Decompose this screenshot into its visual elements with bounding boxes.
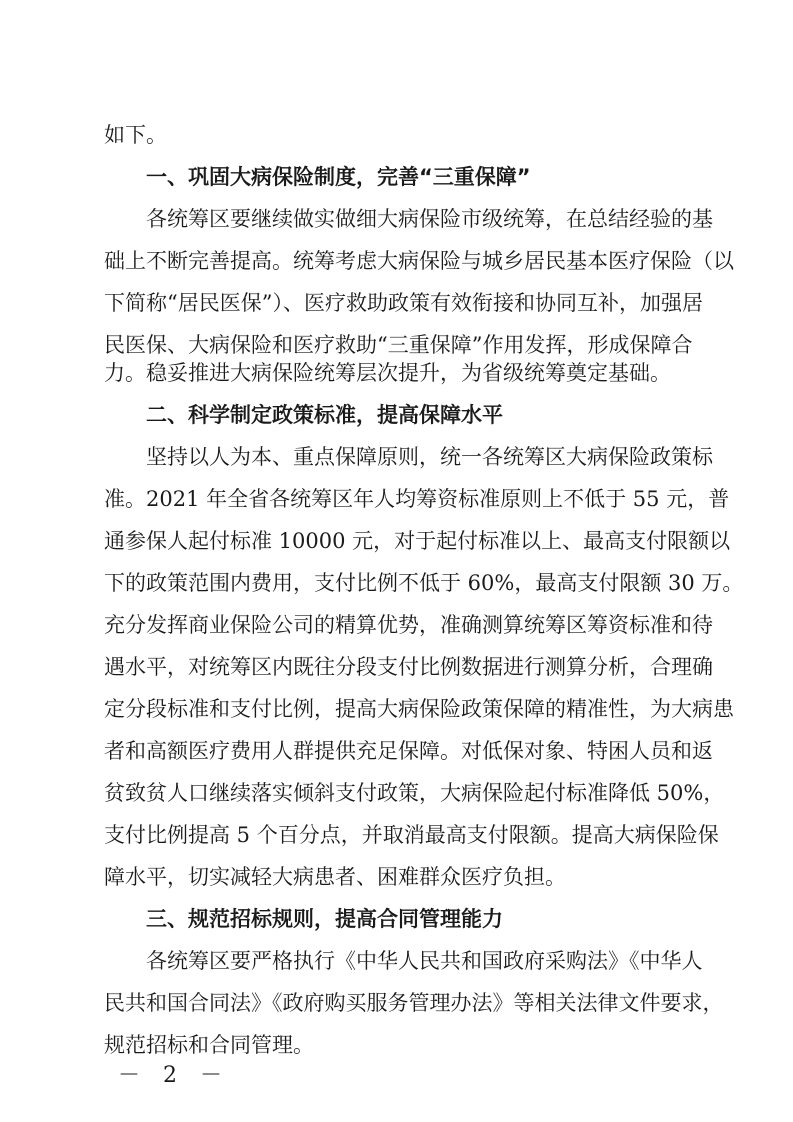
text-line: 准。2021 年全省各统筹区年人均筹资标准原则上不低于 55 元，普: [104, 487, 730, 511]
text-line: 下简称“居民医保”）、医疗救助政策有效衔接和协同互补，加强居: [104, 291, 703, 315]
text-line: 规范招标和合同管理。: [104, 1033, 314, 1057]
text-line: 民共和国合同法》《政府购买服务管理办法》等相关法律文件要求，: [104, 991, 724, 1015]
text-line: 各统筹区要严格执行《中华人民共和国政府采购法》《中华人: [146, 949, 703, 973]
page-number: － 2 －: [118, 1063, 230, 1088]
text-line: 各统筹区要继续做实做细大病保险市级统筹，在总结经验的基: [146, 207, 713, 231]
text-line: 遇水平，对统筹区内既往分段支付比例数据进行测算分析，合理确: [104, 655, 713, 679]
text-line: 定分段标准和支付比例，提高大病保险政策保障的精准性，为大病患: [104, 697, 734, 721]
text-line: 力。稳妥推进大病保险统筹层次提升，为省级统筹奠定基础。: [104, 361, 671, 385]
text-line: 贫致贫人口继续落实倾斜支付政策，大病保险起付标准降低 50%，: [104, 781, 725, 805]
section-heading-3: 三、规范招标规则，提高合同管理能力: [146, 907, 503, 931]
text-line: 支付比例提高 5 个百分点，并取消最高支付限额。提高大病保险保: [104, 823, 719, 847]
text-line: 者和高额医疗费用人群提供充足保障。对低保对象、特困人员和返: [104, 739, 713, 763]
section-heading-2: 二、科学制定政策标准，提高保障水平: [146, 403, 503, 427]
text-line: 充分发挥商业保险公司的精算优势，准确测算统筹区筹资标准和待: [104, 613, 713, 637]
text-line: 础上不断完善提高。统筹考虑大病保险与城乡居民基本医疗保险（以: [104, 249, 734, 273]
text-line: 如下。: [104, 123, 167, 147]
text-line: 障水平，切实减轻大病患者、困难群众医疗负担。: [104, 865, 566, 889]
text-line: 民医保、大病保险和医疗救助“三重保障”作用发挥，形成保障合: [104, 333, 693, 357]
text-line: 通参保人起付标准 10000 元，对于起付标准以上、最高支付限额以: [104, 529, 731, 553]
section-heading-1: 一、巩固大病保险制度，完善“三重保障”: [146, 165, 531, 189]
text-line: 坚持以人为本、重点保障原则，统一各统筹区大病保险政策标: [146, 445, 713, 469]
text-line: 下的政策范围内费用，支付比例不低于 60%，最高支付限额 30 万。: [104, 571, 744, 595]
